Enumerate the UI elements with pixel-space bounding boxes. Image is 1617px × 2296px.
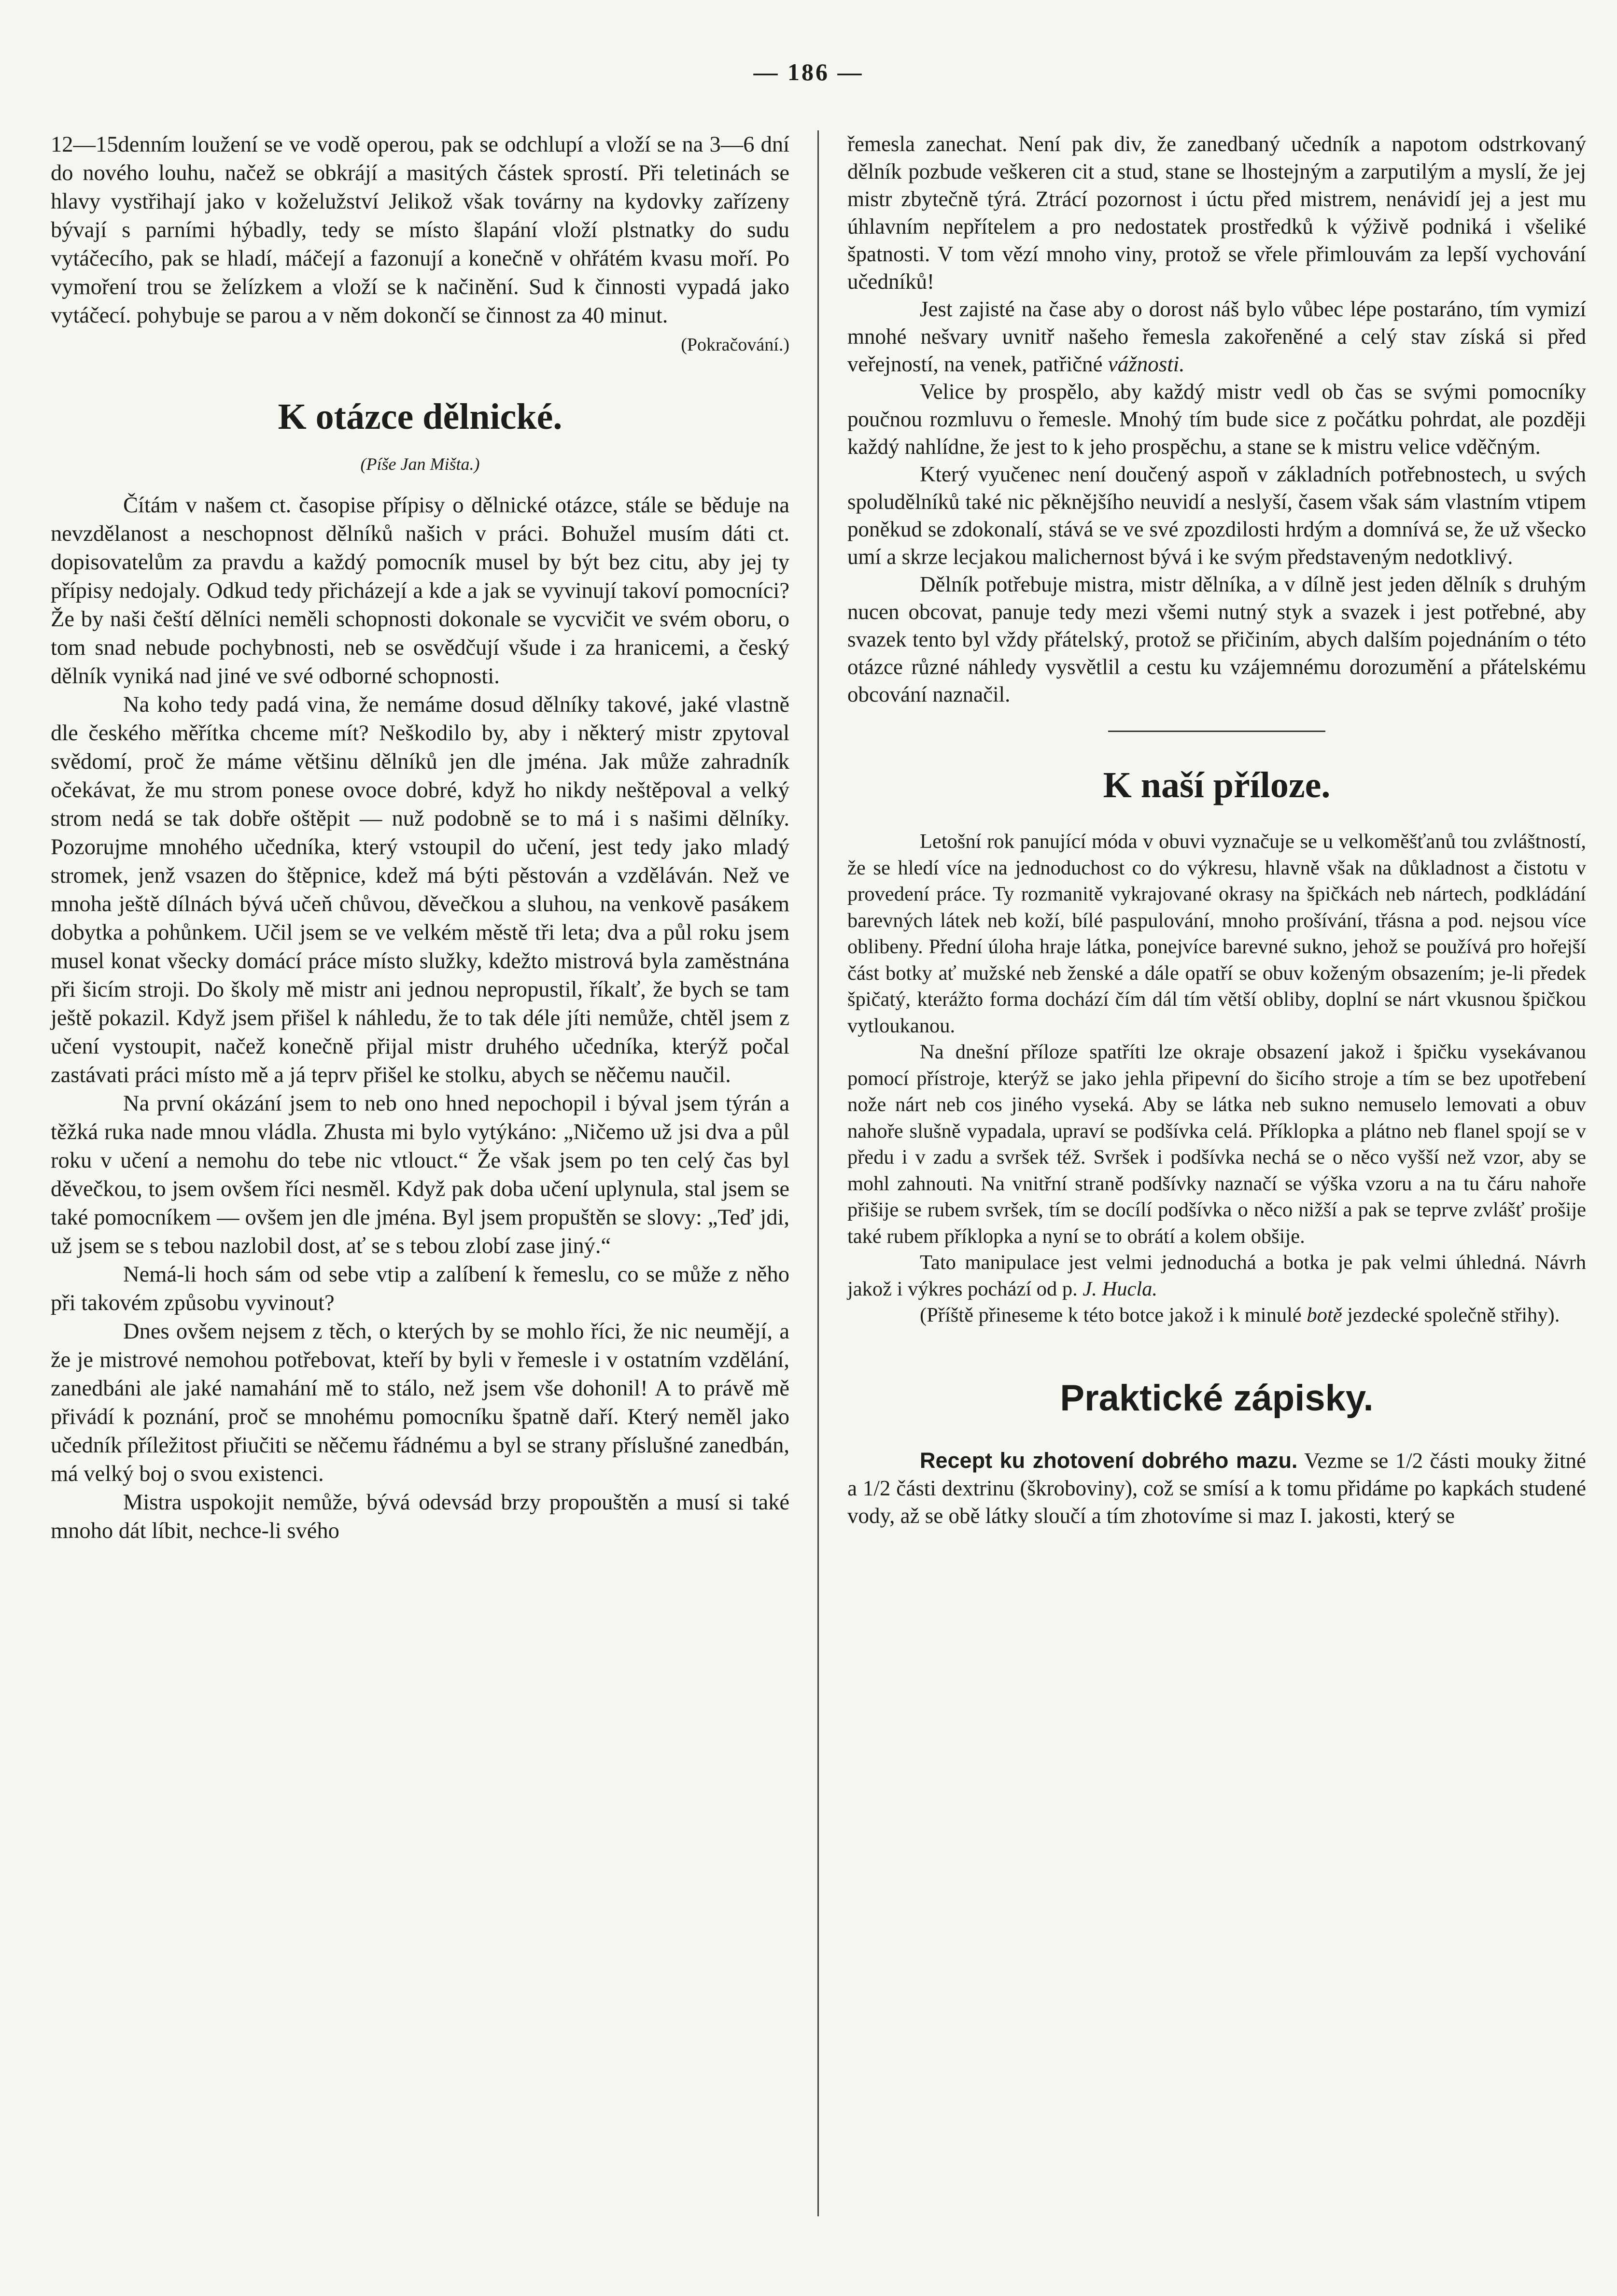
article-heading: K otázce dělnické. <box>278 396 562 437</box>
tip-title: Recept ku zhotovení dobrého mazu. <box>920 1448 1298 1473</box>
section-heading: K naší příloze. <box>1103 765 1331 805</box>
tips-heading: Praktické zápisky. <box>1060 1377 1374 1419</box>
author-name: J. Hucla. <box>1083 1277 1158 1300</box>
article-paragraph: Nemá-li hoch sám od sebe vtip a zalíbení k řemeslu, co se může z něho při takovém způsobu vyvinout? <box>51 1262 789 1315</box>
section-paragraph: Letošní rok panující móda v obuvi vyznačuje se u velkoměšťanů tou zvláštností, že se hledí více na jednoduchost co do výkresu, hlavně však na důkladnost a čistotu v provedení práce. Ty rozmanitě vykrajované okrasy na špičkách neb nártech, podkládání barevných látek neb koží, bílé paspulování, mnoho prošívání, třásna a pod. nejsou více oblibeny. Přední úloha hraje látka, ponejvíce barevné sukno, jehož se používá pro hořejší část botky ať mužské neb ženské a dále opatří se obuv koženým obsazením; je-li předek špičatý, kterážto forma dochází čím dál tím větší obliby, doplní se nárt vkusnou špičkou vytloukanou. <box>847 830 1586 1037</box>
emphasis-text: vážnosti. <box>1108 352 1185 376</box>
article-paragraph: Který vyučenec není doučený aspoň v základních potřebnostech, u svých spoludělníků také nic pěknějšího neuvidí a neslyší, časem však sám vlastním vtipem poněkud se zdokonalí, stává se ve své zpozdilosti hrdým a domnívá se, že už všecko umí a skrze lecjakou malichernost bývá i ke svým představeným nedotklivý. <box>847 462 1586 569</box>
section-note <box>847 1302 1586 1329</box>
right-column <box>847 130 1586 1530</box>
page-number: — 186 — <box>753 58 864 85</box>
paragraph-text: Tato manipulace jest velmi jednoduchá a botka je pak velmi úhledná. Návrh jakož i výkres pochází od p. <box>847 1251 1586 1300</box>
continuation-note: (Pokračování.) <box>681 335 789 355</box>
article-paragraph: Dnes ovšem nejsem z těch, o kterých by se mohlo říci, že nic neumějí, a že je mistrové nemohou potřebovat, kteří by byli v řemesle i v ostatním vzdělání, zanedbáni ale jaké namahání mě to stálo, než jsem vše dohonil! A to právě mě přivádí k poznání, proč se mnohému pomocníku špatně daří. Který neměl jako učedník příležitost přiučiti se něčemu řádnému a byl se strany příslušné zanedbán, má velký boj o svou existenci. <box>51 1319 789 1486</box>
article-paragraph: Velice by prospělo, aby každý mistr vedl ob čas se svými pomocníky poučnou rozmluvu o řemesle. Mnohý tím bude sice z počátku pohrdat, ale později každý nahlídne, že jest to k jeho prospěchu, a stane se k mistru velice vděčným. <box>847 380 1586 459</box>
paragraph-text: Jest zajisté na čase aby o dorost náš bylo vůbec lépe postaráno, tím vymizí mnohé nešvary uvnitř našeho řemesla zakořeněné a celý stav získá si před veřejností, na venek, patřičné <box>847 297 1586 376</box>
section-paragraph: Na dnešní příloze spatříti lze okraje obsazení jakož i špičku vysekávanou pomocí přístroje, kterýž se jako jehla připevní do šicího stroje a tím se bez upotřebení nože nárt neb cos jiného vyseká. Aby se látka neb sukno nemuselo lemovati a obuv nahoře slušně vypadala, upraví se podšívka celá. Příklopka a plátno neb flanel spojí se v předu i v zadu a svršek též. Svršek i podšívka nechá se o něco vyšší než vzor, aby se mohl zahnouti. Na vnitřní straně podšívky naznačí se výška vzoru a na tu čáru nahoře přišije se rubem svršek, tím se docílí podšívka o něco nižší a pak se teprve zvlášť prošije také rubem příklopka a nyní se to obrátí a kolem obšije. <box>847 1041 1586 1248</box>
article-paragraph: Na koho tedy padá vina, že nemáme dosud dělníky takové, jaké vlastně dle českého měřítka chceme mít? Neškodilo by, aby i některý mistr zpytoval svědomí, proč že máme většinu dělníků jen dle jména. Jak může zahradník očekávat, že mu strom ponese ovoce dobré, když ho nikdy neštěpoval a velký strom nedá se tak dobře oštěpit — nuž podobně se to má i s našimi dělníky. Pozorujme mnohého učedníka, který vstoupil do učení, jest tedy jako mladý stromek, jenž vsazen do štěpnice, kdež má býti pěstován a vzděláván. Než ve mnoha ještě dílnách bývá učeň chůvou, děvečkou a sluhou, na venkově pasákem dobytka a pohůnkem. Učil jsem se ve velkém městě tři leta; dva a půl roku jsem musel konat všecky domácí práce místo služky, kdežto mistrová byla zaměstnána při šicím stroji. Do školy mě mistr ani jednou nepropustil, říkalť, že bych se tam ještě pokazil. Když jsem přišel k náhledu, že to tak déle jíti nemůže, chtěl jsem z učení vystoupit, načež konečně přijal mistr druhého učedníka, kterýž počal zastávati práci místo mě a já teprv přišel ke stolku, abych se něčemu naučil. <box>51 692 789 1087</box>
article-paragraph: Mistra uspokojit nemůže, bývá odevsád brzy propouštěn a musí si také mnoho dát líbit, nechce-li svého <box>51 1490 789 1543</box>
continued-paragraph: 12—15denním loužení se ve vodě operou, pak se odchlupí a vloží se na 3—6 dní do nového louhu, načež se obkrájí a masitých částek sprostí. Při teletinách se hlavy vystřihají jako v koželužství Jelikož však továrny na kydovky zařízeny bývají s parními hýbadly, tedy se místo šlapání vloží plstnatky do sudu vytáčecího, pak se hladí, máčejí a fazonují a konečně v ohřátém kvasu moří. Po vymoření trou se želízkem a vloží se k načinění. Sud k činnosti vypadá jako vytáčecí. pohybuje se parou a v něm dokončí se činnost za 40 minut. <box>51 132 789 328</box>
section-paragraph <box>847 1250 1586 1302</box>
note-text-before: (Příště přineseme k této botce jakož i k minulé <box>920 1304 1302 1326</box>
article-paragraph <box>847 296 1586 378</box>
note-emphasis: botě <box>1307 1304 1342 1326</box>
article-paragraph: Dělník potřebuje mistra, mistr dělníka, a v dílně jest jeden dělník s druhým nucen obcovat, panuje tedy mezi všemi nutný styk a svazek i jest potřebné, aby svazek tento byl vždy přátelský, protož se přičiním, abych dalším pojednáním o této otázce různé náhledy vysvětlil a cestu ku vzájemnému dorozumění a přátelskému obcování naznačil. <box>847 572 1586 706</box>
tip-text: Vezme se 1/2 části mouky žitné a 1/2 části dextrinu (škroboviny), což se smísí a k tomu přidáme po kapkách studené vody, až se obě látky sloučí a tím zhotovíme si maz I. jakosti, který se <box>847 1448 1587 1528</box>
section-rule <box>1108 731 1325 732</box>
column-divider <box>817 130 819 2216</box>
tip-paragraph <box>847 1447 1586 1530</box>
article-paragraph: Na první okázání jsem to neb ono hned nepochopil i býval jsem týrán a těžká ruka nade mnou vládla. Zhusta mi bylo vytýkáno: „Ničemo už jsi dva a půl roku v učení a nemohu do tebe nic vtlouct.“ Že však jsem po ten celý čas byl děvečkou, to jsem ovšem říci nesměl. Když pak doba učení uplynula, stal jsem se také pomocníkem — ovšem jen dle jména. Byl jsem propuštěn se slovy: „Teď jdi, už jsem se s tebou nazlobil dost, ať se s tebou zlobí zase jiný.“ <box>51 1091 789 1258</box>
note-text-after: jezdecké společně střihy). <box>1347 1304 1560 1326</box>
continued-paragraph: řemesla zanechat. Není pak div, že zanedbaný učedník a napotom odstrkovaný dělník pozbude veškeren cit a stud, stane se lhostejným a zarputilým a myslí, že jej mistr zbytečně týrá. Ztrácí pozornost i úctu před mistrem, nenávidí jej a jest mu úhlavním nepřítelem a pro nedostatek prostředků k výživě podniká i všeliké špatnosti. V tom vězí mnoho viny, protož se vřele přimlouvám za lepší vychování učedníků! <box>847 132 1586 294</box>
left-column <box>51 130 789 1545</box>
article-byline: (Píše Jan Mišta.) <box>360 454 480 474</box>
supplement-section <box>847 829 1586 1329</box>
article-paragraph: Čítám v našem ct. časopise přípisy o dělnické otázce, stále se běduje na nevzdělanost a neschopnost dělníků našich v práci. Bohužel musím dáti ct. dopisovatelům za pravdu a každý pomocník musel by být bez citu, aby jej ty přípisy nedojaly. Odkud tedy přicházejí a kde a jak se vyvinují takoví pomocníci? Že by naši čeští dělníci neměli schopnosti dokonale se vycvičit ve svém oboru, o tom snad nebude pochybnosti, neb se osvědčují všude i za hranicemi, a český dělník vyniká nad jiné ve své odborné schopnosti. <box>51 493 789 689</box>
